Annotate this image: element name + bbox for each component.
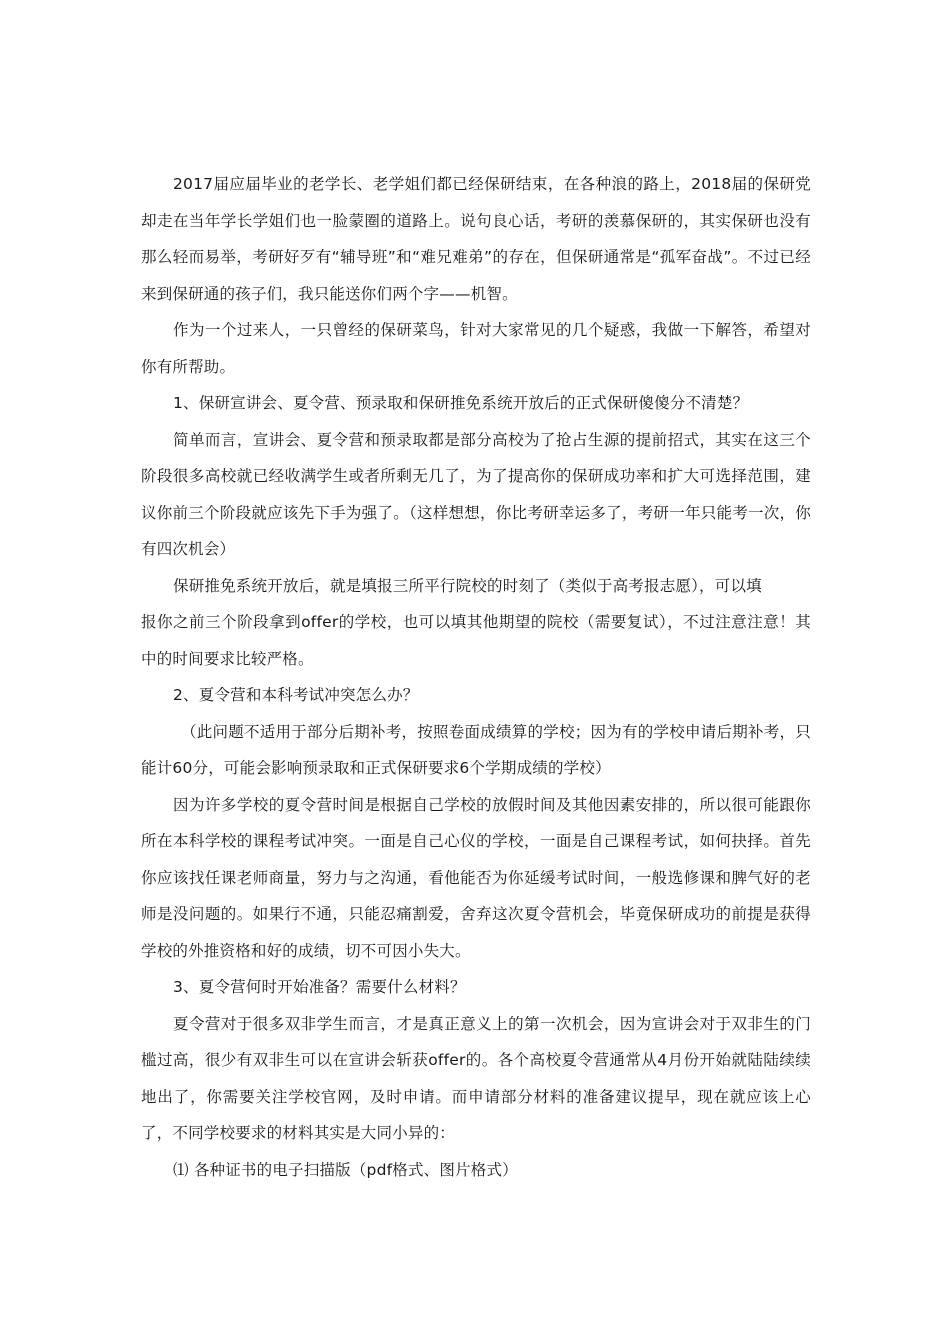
answer-1-continuation-paragraph: 报你之前三个阶段拿到offer的学校，也可以填其他期望的院校（需要复试），不过注意注意！其中的时间要求比较严格。 [141, 613, 811, 668]
question-3-heading: 3、夏令营何时开始准备？需要什么材料？ [173, 978, 466, 996]
materials-list-item-1: ⑴ 各种证书的电子扫描版（pdf格式、图片格式） [173, 1160, 518, 1179]
answer-1-system-paragraph: 保研推免系统开放后，就是填报三所平行院校的时刻了（类似于高考报志愿），可以填 [173, 576, 762, 595]
document-body [141, 166, 811, 1188]
answer-3-paragraph: 夏令营对于很多双非学生而言，才是真正意义上的第一次机会，因为宣讲会对于双非生的门槛过高，很少有双非生可以在宣讲会斩获offer的。各个高校夏令营通常从4月份开始就陆陆续续地出了，你需要关注学校官网，及时申请。而申请部分材料的准备建议提早，现在就应该上心了，不同学校要求的材料其实是大同小异的： [141, 1014, 811, 1142]
answer-1-paragraph: 简单而言，宣讲会、夏令营和预录取都是部分高校为了抢占生源的提前招式，其实在这三个阶段很多高校就已经收满学生或者所剩无几了，为了提高你的保研成功率和扩大可选择范围，建议你前三个阶段就应该先下手为强了。（这样想想，你比考研幸运多了，考研一年只能考一次，你有四次机会） [141, 430, 811, 558]
question-1-heading: 1、保研宣讲会、夏令营、预录取和保研推免系统开放后的正式保研傻傻分不清楚？ [173, 394, 749, 412]
answer-2-paragraph: 因为许多学校的夏令营时间是根据自己学校的放假时间及其他因素安排的，所以很可能跟你所在本科学校的课程考试冲突。一面是自己心仪的学校，一面是自己课程考试，如何抉择。首先你应该找任课老师商量，努力与之沟通，看他能否为你延缓考试时间，一般选修课和脾气好的老师是没问题的。如果行不通，只能忍痛割爱，舍弃这次夏令营机会，毕竟保研成功的前提是获得学校的外推资格和好的成绩，切不可因小失大。 [141, 795, 811, 960]
question-2-heading: 2、夏令营和本科考试冲突怎么办？ [173, 686, 419, 704]
intro-paragraph: 2017届应届毕业的老学长、老学姐们都已经保研结束，在各种浪的路上，2018届的保研党却走在当年学长学姐们也一脸蒙圈的道路上。说句良心话，考研的羡慕保研的，其实保研也没有那么轻而易举，考研好歹有“辅导班”和“难兄难弟”的存在，但保研通常是“孤军奋战”。不过已经来到保研通的孩子们，我只能送你们两个字——机智。 [141, 175, 811, 303]
answer-2-note-paragraph: （此问题不适用于部分后期补考，按照卷面成绩算的学校；因为有的学校申请后期补考，只能计60分，可能会影响预录取和正式保研要求6个学期成绩的学校） [141, 722, 811, 777]
intro-answer-paragraph: 作为一个过来人，一只曾经的保研菜鸟，针对大家常见的几个疑惑，我做一下解答，希望对你有所帮助。 [141, 321, 811, 376]
